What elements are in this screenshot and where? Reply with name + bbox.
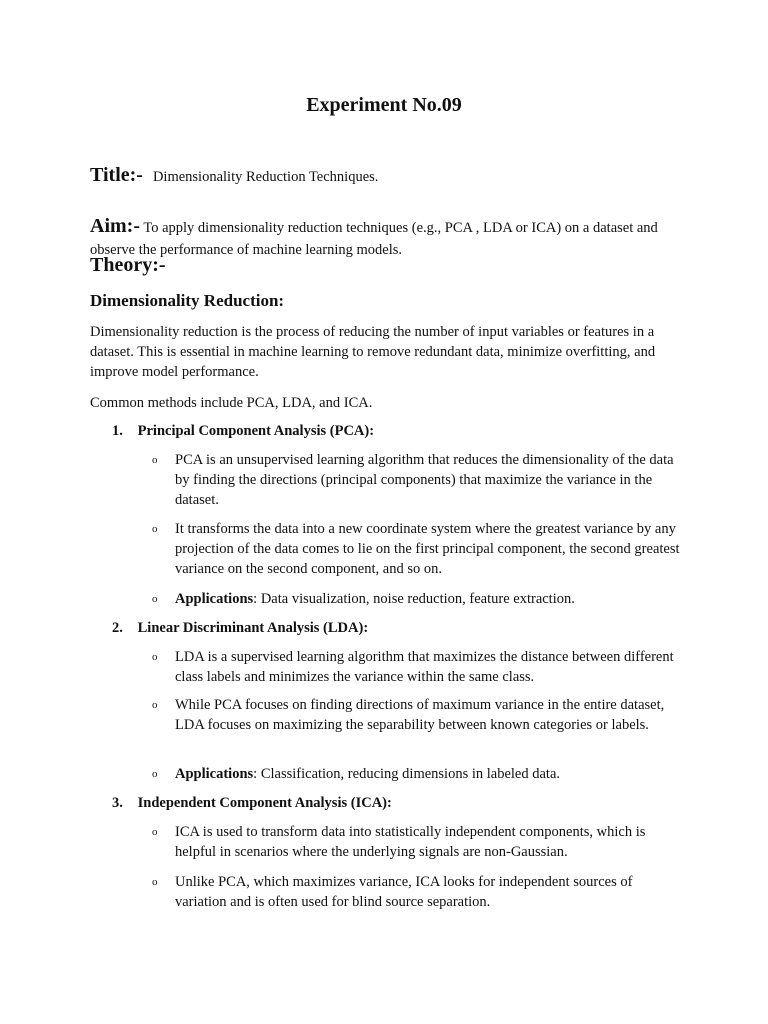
bullet-marker: o [152, 593, 158, 605]
aim-text: To apply dimensionality reduction techniques (e.g., PCA , LDA or ICA) on a dataset and observe the performance of machine learning models. [90, 219, 658, 258]
bullet-text: ICA is used to transform data into statistically independent components, which is helpful in scenarios where the underlying signals are non-Gaussian. [175, 824, 646, 860]
section-heading: Dimensionality Reduction: [90, 291, 285, 310]
theory-heading: Theory:- [90, 254, 166, 276]
aim-line [90, 215, 690, 261]
applications-text: : Classification, reducing dimensions in labeled data. [253, 766, 561, 782]
method-heading-pca [112, 423, 692, 440]
aim-label: Aim:- [90, 214, 140, 237]
bullet-text: LDA is a supervised learning algorithm that maximizes the distance between different class labels and minimizes the variance within the same class. [175, 649, 674, 685]
bullet-text: Unlike PCA, which maximizes variance, ICA looks for independent sources of variation and is often used for blind source separation. [175, 874, 633, 910]
title-line [90, 164, 690, 187]
method-heading-ica [112, 795, 692, 812]
applications-line [175, 764, 682, 784]
bullet-text: While PCA focuses on finding directions of maximum variance in the entire dataset, LDA focuses on maximizing the separability between known categories or labels. [175, 697, 665, 733]
bullet-marker: o [152, 651, 158, 663]
intro-paragraph: Dimensionality reduction is the process of reducing the number of input variables or features in a dataset. This is essential in machine learning to remove redundant data, minimize overfitting, and improve model performance. [90, 324, 656, 380]
bullet-marker: o [152, 876, 158, 888]
bullet-marker: o [152, 826, 158, 838]
list-item [152, 450, 682, 510]
method-number: 2. [112, 620, 123, 636]
applications-label: Applications [175, 766, 254, 782]
title-label: Title:- [90, 164, 143, 186]
methods-intro: Common methods include PCA, LDA, and ICA. [90, 395, 373, 411]
list-item [152, 822, 682, 862]
bullet-text: It transforms the data into a new coordinate system where the greatest variance by any projection of the data comes to lie on the first principal component, the second greatest variance on the second component, and so on. [175, 521, 680, 577]
bullet-marker: o [152, 454, 158, 466]
method-number: 1. [112, 423, 123, 439]
list-item [152, 519, 682, 579]
list-item [152, 872, 682, 912]
bullet-marker: o [152, 699, 158, 711]
method-name: Linear Discriminant Analysis (LDA): [137, 620, 369, 636]
method-name: Principal Component Analysis (PCA): [137, 423, 375, 439]
method-heading-lda [112, 620, 692, 637]
list-item [152, 764, 682, 784]
title-text: Dimensionality Reduction Techniques. [152, 169, 379, 185]
applications-line [175, 589, 682, 609]
method-number: 3. [112, 795, 123, 811]
list-item [152, 647, 682, 687]
bullet-marker: o [152, 768, 158, 780]
applications-label: Applications [175, 591, 254, 607]
applications-text: : Data visualization, noise reduction, feature extraction. [253, 591, 575, 607]
method-name: Independent Component Analysis (ICA): [137, 795, 392, 811]
bullet-text: PCA is an unsupervised learning algorithm that reduces the dimensionality of the data by finding the directions (principal components) that maximize the variance in the dataset. [175, 452, 674, 508]
bullet-marker: o [152, 523, 158, 535]
experiment-heading: Experiment No.09 [306, 94, 462, 116]
list-item [152, 589, 682, 609]
list-item [152, 695, 682, 735]
